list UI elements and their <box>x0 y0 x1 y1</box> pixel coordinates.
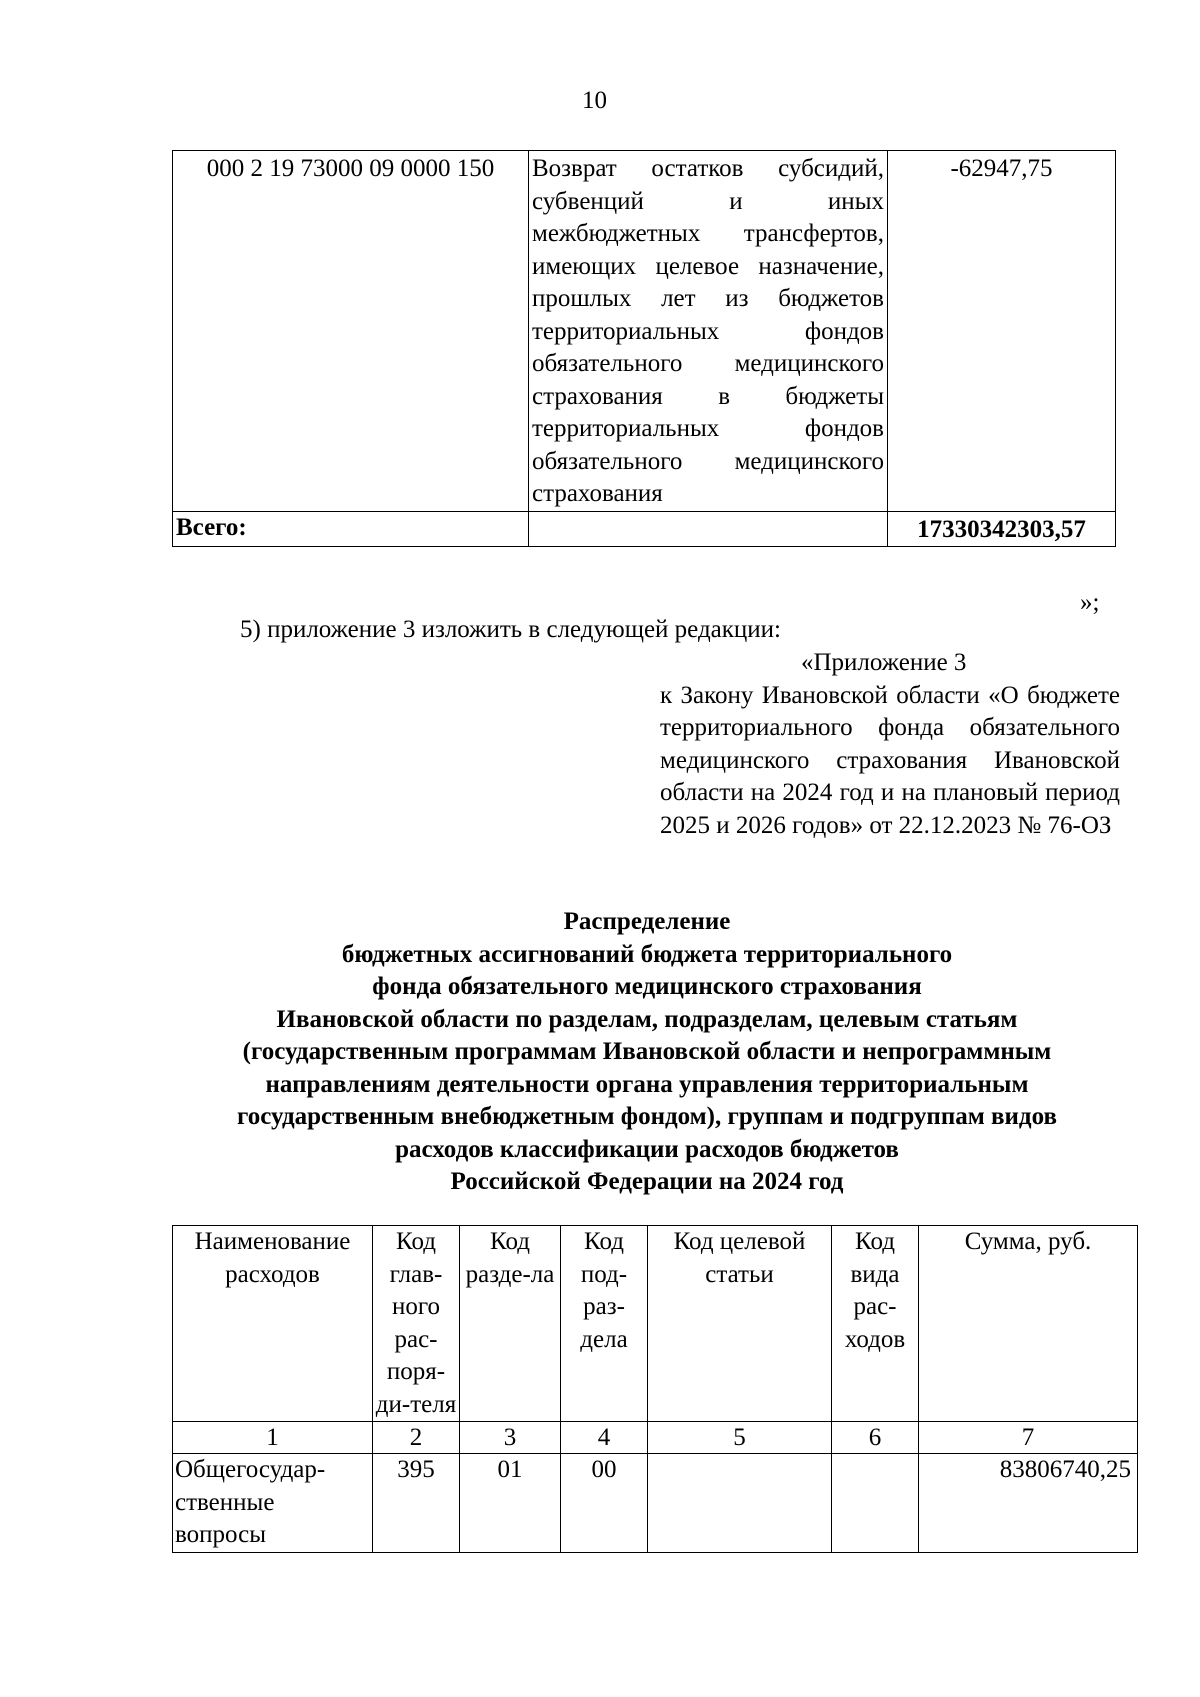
total-row <box>173 511 1116 546</box>
expense-amount: 83806740,25 <box>919 1454 1138 1553</box>
page-number: 10 <box>582 87 607 114</box>
column-number: 3 <box>460 1422 561 1454</box>
heading-line: направлениям деятельности органа управления территориальным <box>265 1070 1029 1098</box>
heading-line: расходов классификации расходов бюджетов <box>395 1135 899 1163</box>
appendix-body: к Закону Ивановской области «О бюджете территориального фонда обязательного медицинского страхования Ивановской области на 2024 год и на плановый период 2025 и 2026 годов» от 22.12.2023 № 76-ОЗ <box>660 681 1120 839</box>
column-number: 5 <box>648 1422 832 1454</box>
heading-line: бюджетных ассигнований бюджета территориального <box>341 940 953 968</box>
distribution-heading <box>0 906 1200 1199</box>
heading-line: Распределение <box>563 908 731 935</box>
revenue-code: 000 2 19 73000 09 0000 150 <box>173 151 529 512</box>
revenue-amount: -62947,75 <box>888 151 1116 512</box>
header-expense-type: Код вида рас-ходов <box>832 1226 919 1422</box>
total-label: Всего: <box>173 511 529 546</box>
header-subsection: Код под-раз-дела <box>561 1226 648 1422</box>
expense-type <box>832 1454 919 1553</box>
header-main-manager: Код глав-ного рас-поря-ди-теля <box>373 1226 460 1422</box>
header-section: Код разде-ла <box>460 1226 561 1422</box>
expense-subsection: 00 <box>561 1454 648 1553</box>
expense-section: 01 <box>460 1454 561 1553</box>
expense-main-manager: 395 <box>373 1454 460 1553</box>
heading-line: (государственным программам Ивановской области и непрограммным <box>242 1038 1052 1065</box>
appendix-reference <box>660 647 1120 843</box>
column-number: 7 <box>919 1422 1138 1454</box>
header-name: Наименование расходов <box>173 1226 373 1422</box>
revenue-table <box>172 150 1116 547</box>
header-row <box>173 1226 1138 1422</box>
total-amount: 17330342303,57 <box>888 511 1116 546</box>
amendment-paragraph: 5) приложение 3 изложить в следующей редакции: <box>240 616 781 643</box>
closing-quote: »; <box>1080 589 1100 616</box>
total-description <box>529 511 888 546</box>
heading-line: фонда обязательного медицинского страхования <box>372 973 922 1000</box>
appendix-title: «Приложение 3 <box>801 649 967 676</box>
expense-target-article <box>648 1454 832 1553</box>
table-row <box>173 1454 1138 1553</box>
revenue-description: Возврат остатков субсидий, субвенций и иных межбюджетных трансфертов, имеющих целевое назначение, прошлых лет из бюджетов территориальных фондов обязательного медицинского страхования в бюджеты территориальных фондов обязательного медицинского страхования <box>529 151 888 512</box>
column-number: 6 <box>832 1422 919 1454</box>
header-target-article: Код целевой статьи <box>648 1226 832 1422</box>
heading-line: Российской Федерации на 2024 год <box>450 1168 844 1195</box>
column-number: 2 <box>373 1422 460 1454</box>
heading-line: Ивановской области по разделам, подразделам, целевым статьям <box>276 1005 1018 1033</box>
column-number: 1 <box>173 1422 373 1454</box>
expense-name: Общегосудар-ственные вопросы <box>173 1454 373 1553</box>
column-number-row <box>173 1422 1138 1454</box>
heading-line: государственным внебюджетным фондом), группам и подгруппам видов <box>237 1103 1057 1130</box>
column-number: 4 <box>561 1422 648 1454</box>
expenses-table <box>172 1225 1138 1553</box>
header-amount: Сумма, руб. <box>919 1226 1138 1422</box>
table-row <box>173 151 1116 512</box>
